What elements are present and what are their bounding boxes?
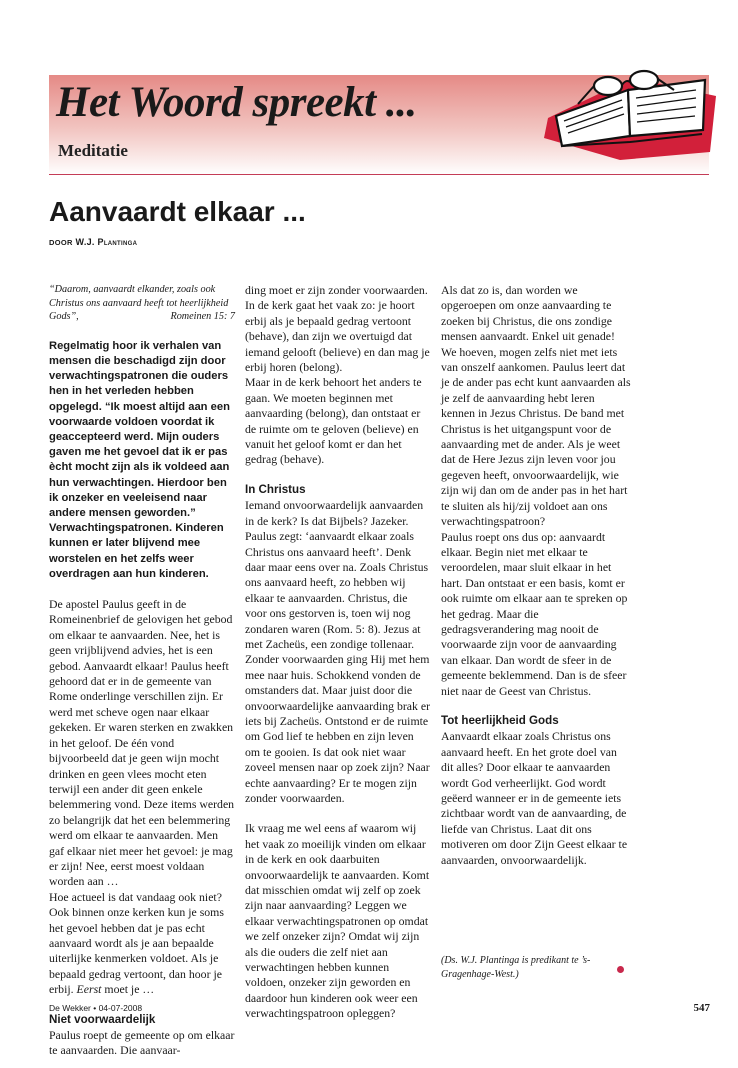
subheading-in-christus: In Christus [245,482,306,496]
page-number: 547 [693,1002,710,1014]
body-paragraph: Aanvaardt elkaar zoals Christus ons aanvaard heeft. En het grote doel van dit alles? Door elkaar te aanvaarden wordt God verheerlijkt. God wordt geëerd wanneer er in de gemeente iets zichtbaar wordt van de aanvaarding, de liefde van Christus. Laat dit ons motiveren om door Zijn Geest elkaar te aanvaarden, onvoorwaardelijk. [441,729,628,867]
epigraph [49,283,235,324]
body-paragraph: Maar in de kerk behoort het anders te gaan. We moeten beginnen met aanvaarding (belong), dan ontstaat er de ruimte om te geloven (believe) en vanuit het geloof komt er dan het gedrag (behave). [245,375,422,467]
epigraph-text: “Daarom, aanvaardt elkander, zoals ook Christus ons aanvaard heeft tot heerlijkheid Gods”, [49,284,229,323]
column-2 [245,283,431,1022]
section-subtitle: Meditatie [58,141,128,160]
author-note: (Ds. W.J. Plantinga is predikant te ’s-Gragenhage-West.) [441,955,591,980]
body-paragraph: Paulus roept ons dus op: aanvaardt elkaar. Begin niet met elkaar te veroordelen, maar sluit elkaar in het hart. Dan ontstaat er een basis, komt er ook ruimte om elkaar aan te spreken op het gedrag. Maar die gedragsverandering mag nooit de voorwaarde zijn voor de aanvaarding van elkaar. Dan wordt de sfeer in de gemeente beklemmend. Dan is de sfeer niet naar de Geest van Christus. [441,529,628,698]
body-text: moet je … [104,982,155,997]
byline-prefix: DOOR [49,238,73,247]
footer-publication: De Wekker • 04-07-2008 [49,1003,143,1013]
lead-paragraph: Regelmatig hoor ik verhalen van mensen die beschadigd zijn door verwachtingspatronen die ouders hen in het verleden hebben opgelegd. “Ik moest altijd aan een voorwaarde voldoen voordat ik geaccepteerd werd. Mijn ouders gaven me het gevoel dat ik er pas ècht mocht zijn als ik voldeed aan hun verwachtingen. Hierdoor ben ik onzeker en veeleisend naar andere mensen geworden.” Verwachtingspatronen. Kinderen kunnen er later blijvend mee worstelen en het zelfs weer overdragen aan hun kinderen. [49,339,230,580]
body-paragraph: Als dat zo is, dan worden we opgeroepen om onze aanvaarding te zoeken bij Christus, die ons zondige mensen aanvaardt. Enkel uit genade! We hoeven, mogen zelfs niet met iets van onszelf aankomen. Paulus leert dat je de ander pas echt kunt aanvaarden als je zelf de aanvaarding hebt leren kennen in Jezus Christus. De band met Christus is het uitgangspunt voor de aanvaarding met de ander. Als je weet dat de Here Jezus zijn leven voor jou gegeven heeft, onvoorwaardelijk, wie zijn wij dan om de ander pas in het hart te sluiten als hij/zij voldoet aan ons verwachtingspatroon? [441,283,631,529]
body-paragraph [49,890,235,998]
column-3 [441,283,631,868]
byline [49,237,137,247]
body-paragraph: De apostel Paulus geeft in de Romeinenbrief de gelovigen het gebod om elkaar te aanvaarden. Nee, het is geen vrijblijvend advies, het is een gebod. Aanvaardt elkaar! Paulus heeft gehoord dat er in de gemeente van Rome onderlinge verschillen zijn. Er werd met scheve ogen naar elkaar gekeken. Er waren sterken en zwakken in het geloof. De één vond bijvoorbeeld dat je geen wijn mocht drinken en geen vlees mocht eten terwijl een ander dit geen enkele belemmering vond. Deze items werden zo belangrijk dat het een belemmering werd om elkaar te aanvaarden. Men gaf elkaar niet meer het gevoel: je mag er zijn! Nee, eerst moest voldaan worden aan … [49,597,235,889]
article-title: Aanvaardt elkaar ... [49,196,306,227]
header-rule [49,174,709,175]
end-mark-dot [617,966,624,973]
column-1 [49,283,235,1059]
epigraph-reference: Romeinen 15: 7 [170,311,235,323]
body-paragraph: Paulus roept de gemeente op om elkaar te aanvaarden. Die aanvaar- [49,1028,235,1058]
emphasis-text: Eerst [76,982,102,997]
section-title: Het Woord spreekt ... [56,79,417,126]
subheading-tot-heerlijkheid-gods: Tot heerlijkheid Gods [441,713,559,727]
body-paragraph: Iemand onvoorwaardelijk aanvaarden in de kerk? Is dat Bijbels? Jazeker. Paulus zegt: ‘aanvaardt elkaar zoals Christus ons aanvaard heeft’. Denk daar maar eens over na. Zoals Christus ons aanvaard heeft, zo hebben wij elkaar te aanvaarden. Christus, die voor ons gestorven is, toen wij nog zondaren waren (Rom. 5: 8). Jezus at met Zacheüs, een zondige tollenaar. Zonder voorwaarden ging Hij met hem mee naar huis. Schokkend vonden de omstanders dat. Maar juist door die onvoorwaardelijke aanvaarding brak er iets bij Zacheüs. Ontstond er de ruimte om God lief te hebben en zijn leven om te gooien. Is dat ook niet waar zoveel mensen naar op zoek zijn? Naar echte aanvaarding? Er te mogen zijn zonder voorwaarden. [245,498,431,805]
subheading-niet-voorwaardelijk: Niet voorwaardelijk [49,1012,156,1026]
body-paragraph: Ik vraag me wel eens af waarom wij het vaak zo moeilijk vinden om elkaar in de kerk en ook daarbuiten onvoorwaardelijk te aanvaarden. Komt dat misschien omdat wij zelf op zoek zijn naar aanvaarding? Leggen we elkaar verwachtingspatronen op omdat we zelf onzeker zijn? Omdat wij zijn als die ouders die zelf niet aan verwachtingen hebben kunnen voldoen, onzeker zijn geworden en daardoor hun kinderen ook weer een verwachtingspatroon opleggen? [245,821,430,1021]
byline-author: W.J. Plantinga [75,237,138,247]
body-paragraph: ding moet er zijn zonder voorwaarden. In de kerk gaat het vaak zo: je hoort erbij als je bepaald gedrag vertoont (behave), dan zijn we overtuigd dat iemand gelooft (believe) en dan mag je erbij horen (belong). [245,283,430,375]
body-text: Hoe actueel is dat vandaag ook niet? Ook binnen onze kerken kun je soms het gevoel hebben dat je pas echt aanvaard wordt als je aan bepaalde uiterlijke kenmerken voldoet. Als je bepaald gedrag vertoont, dan hoor je erbij. [49,889,224,997]
open-book-glasses-icon [540,60,720,165]
